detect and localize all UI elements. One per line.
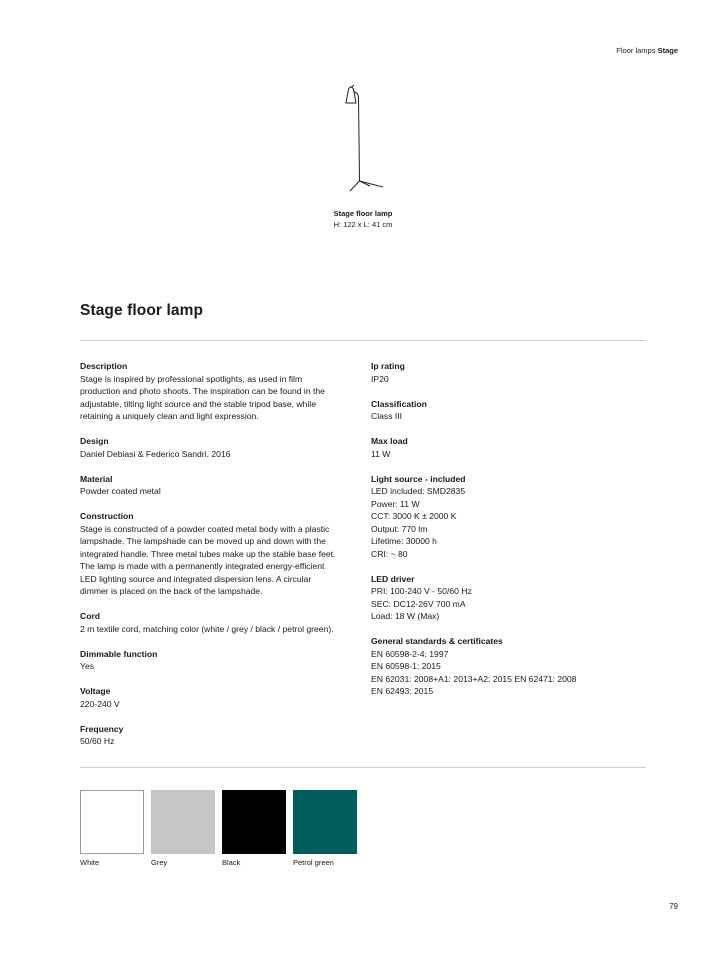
spec-section-line: production and photo shoots. The inspiration can be found in the <box>80 386 325 396</box>
color-swatch <box>80 790 144 854</box>
spec-section-line: Daniel Debiasi & Federico Sandri, 2016 <box>80 448 231 459</box>
spec-section-title: Ip rating <box>371 361 405 371</box>
spec-section-line: SEC: DC12-26V 700 mA <box>371 598 466 609</box>
spec-section-line: The lamp is made with a permanently integrated energy-efficient <box>80 561 325 571</box>
spec-section-line: Power: 11 W <box>371 498 420 509</box>
divider-top <box>80 340 646 341</box>
color-swatch-label: Grey <box>151 858 168 867</box>
page-number: 79 <box>669 902 678 911</box>
spec-section-title: Design <box>80 436 109 446</box>
divider-bottom <box>80 767 646 768</box>
spec-section-line: Powder coated metal <box>80 486 161 496</box>
color-swatch-label: Petrol green <box>293 858 334 867</box>
spec-section-line: 50/60 Hz <box>80 736 115 746</box>
header-category: Floor lamps <box>616 46 656 55</box>
spec-section-line: IP20 <box>371 373 389 384</box>
spec-column-left <box>80 360 365 760</box>
spec-section-line: Output: 770 lm <box>371 523 428 534</box>
floor-lamp-illustration-icon <box>330 80 396 198</box>
figure-dimensions: H: 122 x L: 41 cm <box>333 220 393 229</box>
spec-section <box>80 435 365 460</box>
color-swatch <box>151 790 215 854</box>
spec-section-title: Dimmable function <box>80 648 158 659</box>
running-header <box>616 46 678 55</box>
spec-section <box>371 635 651 698</box>
spec-section-line: 11 W <box>371 448 391 459</box>
header-product: Stage <box>657 46 678 55</box>
spec-section-line: Stage is inspired by professional spotlights, as used in film <box>80 373 303 384</box>
spec-section-title: Description <box>80 361 128 371</box>
spec-section-line: integrated handle. Three metal tubes make up the stable base feet. <box>80 548 336 559</box>
spec-section-line: 220-240 V <box>80 698 120 709</box>
spec-section <box>80 610 365 635</box>
spec-section-title: Cord <box>80 611 101 621</box>
spec-section-title: LED driver <box>371 573 415 584</box>
product-title: Stage floor lamp <box>80 302 204 319</box>
spec-section-title: Construction <box>80 511 134 521</box>
spec-section-line: EN 62493: 2015 <box>371 686 434 696</box>
spec-section <box>80 510 365 598</box>
spec-section-line: dimmer is placed on the back of the lampshade. <box>80 586 263 596</box>
spec-section-line: EN 60598-1: 2015 <box>371 661 441 671</box>
spec-section-line: Load: 18 W (Max) <box>371 611 440 621</box>
color-swatch-label: Black <box>222 858 241 867</box>
spec-section-line: lampshade. The lampshade can be moved up and down with the <box>80 536 326 546</box>
spec-column-right <box>371 360 651 710</box>
spec-section <box>80 648 365 673</box>
spec-section-line: CRI: ~ 80 <box>371 548 408 559</box>
spec-section <box>80 685 365 710</box>
spec-section-title: Material <box>80 473 113 484</box>
spec-section <box>371 435 651 460</box>
spec-section-title: Classification <box>371 398 427 409</box>
spec-section-line: PRI: 100-240 V - 50/60 Hz <box>371 586 472 596</box>
spec-section-title: Max load <box>371 436 408 446</box>
color-swatch <box>222 790 286 854</box>
spec-section <box>371 473 651 561</box>
spec-section <box>371 573 651 623</box>
spec-section <box>80 360 365 423</box>
figure-title: Stage floor lamp <box>333 209 393 218</box>
spec-section-line: LED lighting source and integrated dispersion lens. A circular <box>80 573 312 584</box>
spec-section-line: Class III <box>371 411 403 421</box>
spec-section-line: Stage is constructed of a powder coated metal body with a plastic <box>80 523 330 534</box>
spec-section <box>80 723 365 748</box>
spec-section-line: 2 m textile cord, matching color (white / grey / black / petrol green). <box>80 623 334 634</box>
spec-section <box>80 473 365 498</box>
spec-section-line: EN 60598-2-4: 1997 <box>371 648 449 659</box>
spec-section-line: LED included: SMD2835 <box>371 486 466 496</box>
spec-section-line: adjustable, tilting light source and the stable tripod base, while <box>80 398 316 409</box>
color-swatch-label: White <box>80 858 100 867</box>
spec-section-title: Voltage <box>80 686 111 696</box>
spec-section <box>371 360 651 385</box>
spec-section-title: Light source - included <box>371 473 466 484</box>
spec-section-line: CCT: 3000 K ± 2000 K <box>371 511 457 521</box>
spec-section-line: Yes <box>80 661 95 671</box>
figure-caption <box>263 208 463 230</box>
color-swatch <box>293 790 357 854</box>
spec-section-title: General standards & certificates <box>371 636 503 646</box>
spec-section-title: Frequency <box>80 723 124 734</box>
spec-section-line: Lifetime: 30000 h <box>371 536 437 546</box>
spec-section-line: EN 62031: 2008+A1: 2013+A2: 2015 EN 62471: 2008 <box>371 673 577 684</box>
spec-section-line: retaining a uniquely clean and light expression. <box>80 411 259 421</box>
spec-section <box>371 398 651 423</box>
